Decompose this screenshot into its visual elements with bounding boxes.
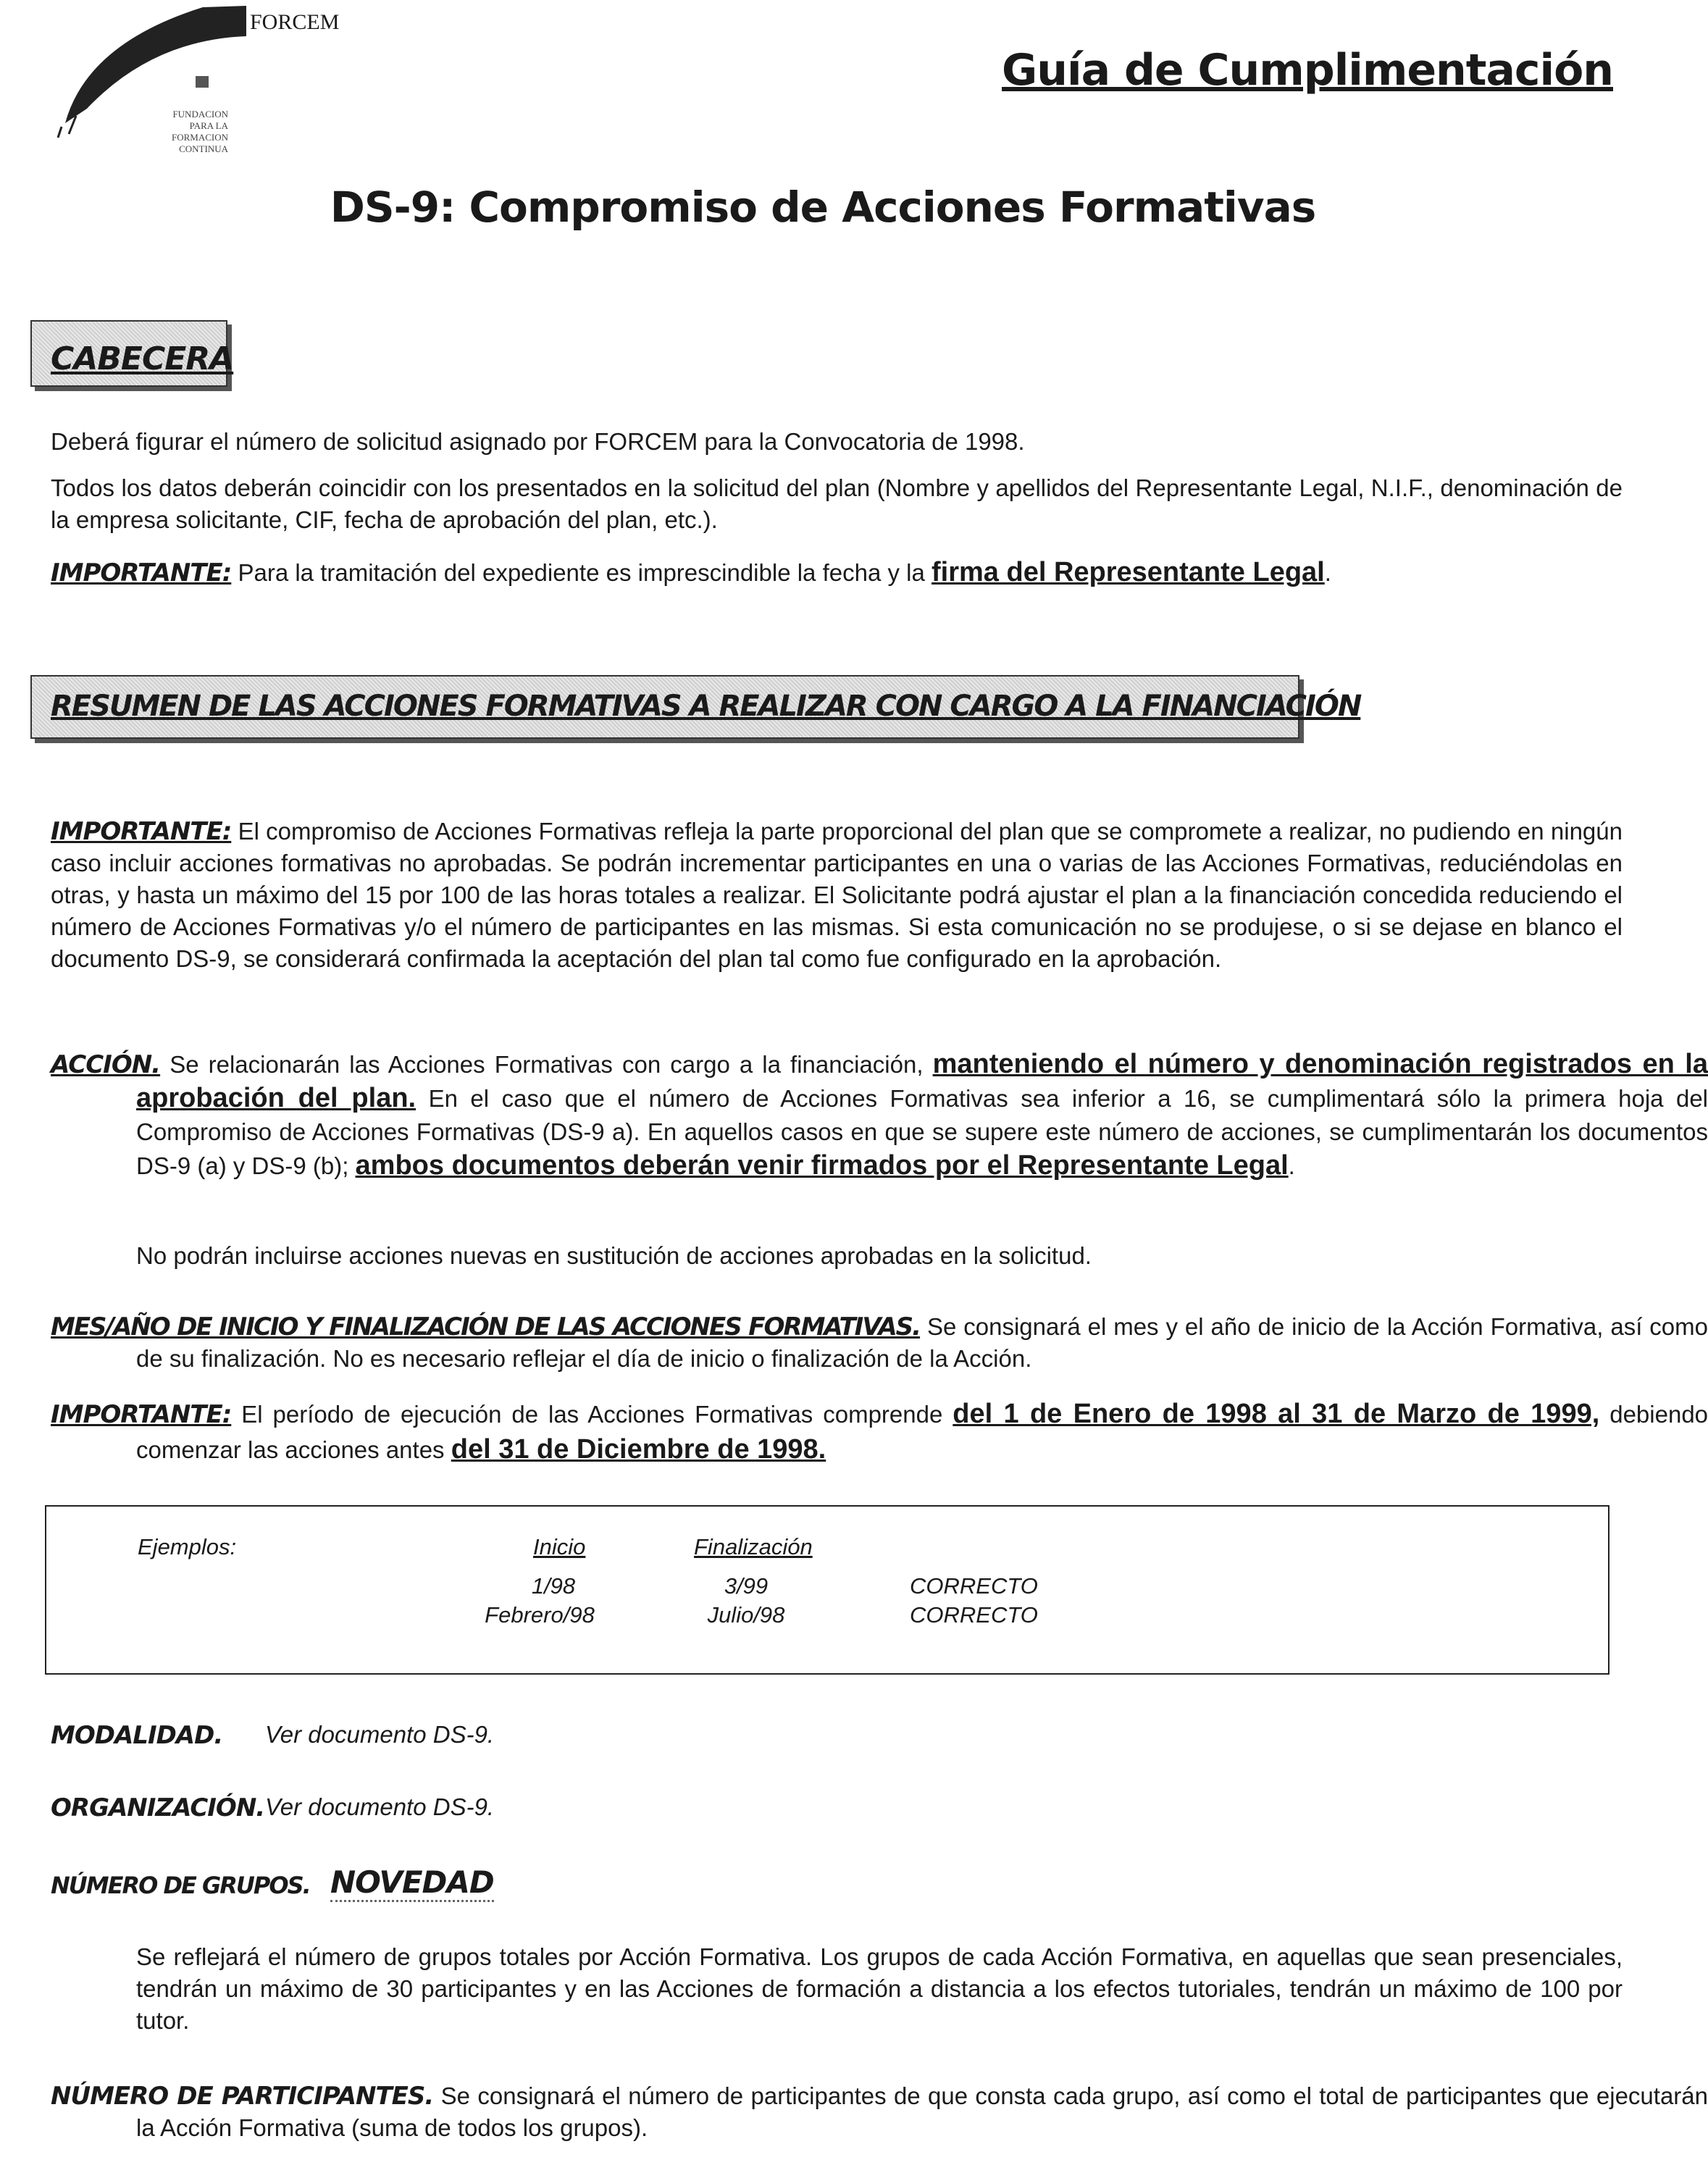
example-row-1-fin: 3/99 [724, 1573, 769, 1599]
mes-ano-paragraph [51, 1311, 1708, 1375]
importante-label: IMPORTANTE: [51, 558, 232, 587]
example-row-2-inicio: Febrero/98 [485, 1602, 595, 1628]
participantes-text: Se consignará el número de participantes de que consta cada grupo, así como el total de participantes que ejecutarán la Acción Formativa (suma de todos los grupos). [136, 2082, 1708, 2141]
accion-paragraph-2: No podrán incluirse acciones nuevas en sustitución de acciones aprobadas en la solicitud. [136, 1242, 1092, 1269]
organizacion-text: Ver documento DS-9. [265, 1793, 495, 1820]
modalidad-text: Ver documento DS-9. [265, 1721, 495, 1748]
examples-col-fin: Finalización [694, 1534, 813, 1559]
importante-text: Para la tramitación del expediente es imprescindible la fecha y la [238, 559, 925, 586]
participantes-paragraph [51, 2080, 1708, 2144]
org-subtext: FUNDACION PARA LA FORMACION CONTINUA [171, 109, 228, 154]
periodo-text-1: El período de ejecución de las Acciones Formativas comprende [241, 1401, 943, 1428]
grupos-text: Se reflejará el número de grupos totales por Acción Formativa. Los grupos de cada Acción Formativa, en aquellas que sean presenciales, tendrán un máximo de 30 participantes y en las Acciones de formación a distancia a los efectos tutoriales, tendrán un máximo de 100 por tutor. [136, 1943, 1623, 2034]
examples-label: Ejemplos: [138, 1534, 237, 1559]
example-row-2-estado: CORRECTO [910, 1602, 1038, 1628]
modalidad-label: MODALIDAD. [51, 1721, 223, 1750]
examples-box [45, 1505, 1609, 1675]
resumen-importante [51, 816, 1623, 975]
cabecera-importante [51, 556, 1623, 589]
accion-text-1: Se relacionarán las Acciones Formativas con cargo a la financiación, [169, 1051, 924, 1078]
organizacion-label: ORGANIZACIÓN. [51, 1793, 265, 1822]
example-row-2-fin: Julio/98 [707, 1602, 785, 1628]
resumen-heading-text: RESUMEN DE LAS ACCIONES FORMATIVAS A REALIZAR CON CARGO A LA FINANCIACIÓN [51, 690, 1361, 723]
accion-label: ACCIÓN. [51, 1050, 161, 1079]
example-row-1-estado: CORRECTO [910, 1573, 1038, 1599]
importante-emphasis: firma del Representante Legal [932, 557, 1325, 587]
example-row-1-inicio: 1/98 [531, 1573, 576, 1599]
org-name: FORCEM [250, 10, 340, 34]
accion-paragraph [51, 1047, 1708, 1183]
mes-ano-label: MES/AÑO DE INICIO Y FINALIZACIÓN DE LAS ACCIONES FORMATIVAS. [51, 1312, 921, 1341]
periodo-importante [51, 1396, 1708, 1467]
participantes-label: NÚMERO DE PARTICIPANTES. [51, 2082, 434, 2111]
importante-label: IMPORTANTE: [51, 817, 232, 846]
importante-text: El compromiso de Acciones Formativas refleja la parte proporcional del plan que se compromete a realizar, no pudiendo en ningún caso incluir acciones formativas no aprobadas. Se podrán incrementar participantes en una o varias de las Acciones Formativas, reduciéndolas en otras, y hasta un máximo del 15 por 100 de las horas totales a realizar. El Solicitante podrá ajustar el plan a la financiación concedida reduciendo el número de Acciones Formativas y/o el número de participantes en las mismas. Si esta comunicación no se produjese, o si se dejase en blanco el documento DS-9, se considerará confirmada la aceptación del plan tal como fue configurado en la aprobación. [51, 818, 1623, 972]
mes-ano-text: Se consignará el mes y el año de inicio de la Acción Formativa, así como de su finalización. No es necesario reflejar el día de inicio o finalización de la Acción. [136, 1313, 1708, 1372]
periodo-text-2: debiendo comenzar las acciones antes [136, 1401, 1708, 1463]
novedad-badge: NOVEDAD [330, 1864, 494, 1902]
accion-emphasis-1: manteniendo el número y denominación registrados en la aprobación del plan. [136, 1049, 1708, 1113]
cabecera-paragraph-1: Deberá figurar el número de solicitud asignado por FORCEM para la Convocatoria de 1998. [51, 428, 1025, 455]
cabecera-paragraph-2: Todos los datos deberán coincidir con los presentados en la solicitud del plan (Nombre y apellidos del Representante Legal, N.I.F., denominación de la empresa solicitante, CIF, fecha de aprobación del plan, etc.). [51, 474, 1623, 533]
cabecera-heading-text: CABECERA [51, 340, 234, 377]
periodo-emphasis-1: del 1 de Enero de 1998 al 31 de Marzo de 1999, [953, 1399, 1600, 1429]
importante-end: . [1324, 559, 1331, 586]
periodo-emphasis-2: del 31 de Diciembre de 1998. [451, 1434, 826, 1465]
accion-end: . [1288, 1152, 1295, 1179]
examples-col-inicio: Inicio [533, 1534, 586, 1559]
doc-title: DS-9: Compromiso de Acciones Formativas [330, 183, 1316, 232]
importante-label: IMPORTANTE: [51, 1400, 232, 1429]
guide-title: Guía de Cumplimentación [1002, 45, 1613, 96]
accion-text-2: En el caso que el número de Acciones Formativas sea inferior a 16, se cumplimentará sólo la primera hoja del Compromiso de Acciones Formativas (DS-9 a). En aquellos casos en que se supere este número de acciones, se cumplimentarán los documentos DS-9 (a) y DS-9 (b); [136, 1085, 1708, 1179]
grupos-label: NÚMERO DE GRUPOS. [51, 1872, 310, 1899]
accion-emphasis-2: ambos documentos deberán venir firmados por el Representante Legal [355, 1150, 1289, 1181]
